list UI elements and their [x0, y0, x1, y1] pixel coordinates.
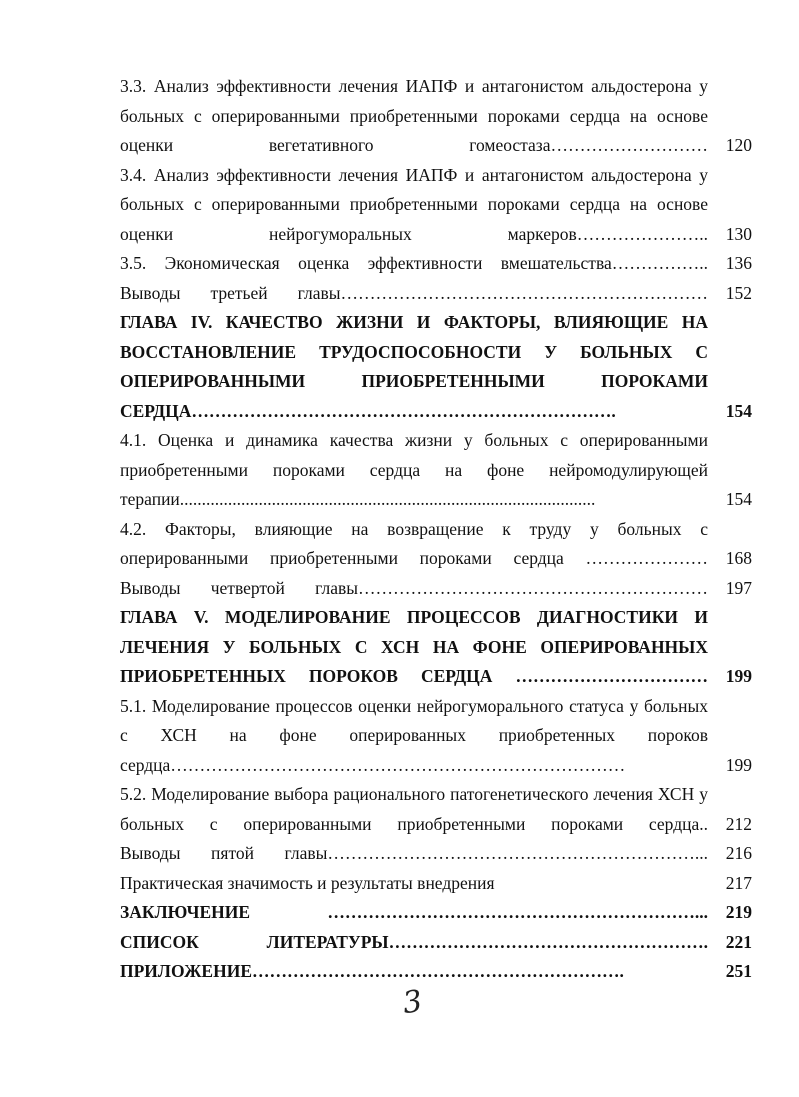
toc-entry-4-2 — [120, 515, 752, 574]
toc-entry-3-3 — [120, 72, 752, 161]
toc-entry-text: 4.1. Оценка и динамика качества жизни у больных с оперированными приобретенными пороками сердца на фоне нейромодулирующей терапии............................................................................................... — [120, 430, 708, 509]
toc-entry-conclusions-5 — [120, 839, 752, 869]
toc-entry-page: 251 — [725, 961, 752, 981]
toc-entry-text: ПРИЛОЖЕНИЕ………………………………………………………. — [120, 961, 624, 981]
toc-entry-4-1 — [120, 426, 752, 515]
toc-entry-text: 3.4. Анализ эффективности лечения ИАПФ и антагонистом альдостерона у больных с оперированными приобретенными пороками сердца на основе оценки нейрогуморальных маркеров………………….. — [120, 164, 708, 244]
toc-entry-conclusions-4 — [120, 574, 752, 604]
toc-entry-page: 217 — [725, 872, 752, 893]
toc-entry-text: 5.2. Моделирование выбора рационального патогенетического лечения ХСН у больных с оперированными приобретенными пороками сердца.. — [120, 784, 708, 834]
toc-entry-page: 197 — [725, 577, 752, 598]
toc-entry-text: Выводы третьей главы……………………………………………………… — [120, 282, 708, 303]
toc-entry-text: Практическая значимость и результаты внедрения — [120, 872, 495, 893]
toc-entry-page: 168 — [725, 548, 752, 568]
toc-entry-page: 154 — [725, 489, 752, 509]
toc-entry-practical-significance — [120, 869, 752, 899]
toc-chapter-title: ГЛАВА V. МОДЕЛИРОВАНИЕ ПРОЦЕССОВ ДИАГНОСТИКИ И ЛЕЧЕНИЯ У БОЛЬНЫХ С ХСН НА ФОНЕ ОПЕРИРОВАННЫХ ПРИОБРЕТЕННЫХ ПОРОКОВ СЕРДЦА …………………………… — [120, 607, 708, 686]
toc-entry-3-5 — [120, 249, 752, 279]
toc-entry-page: 152 — [725, 282, 752, 303]
toc-entry-page: 216 — [725, 843, 752, 863]
toc-entry-conclusions-3 — [120, 279, 752, 309]
toc-entry-page: 120 — [725, 135, 752, 155]
toc-chapter-4 — [120, 308, 752, 426]
handwritten-page-number: 3 — [400, 983, 425, 1022]
toc-entry-text: 4.2. Факторы, влияющие на возвращение к труду у больных с оперированными приобретенными пороками сердца ………………… — [120, 518, 708, 568]
toc-entry-text: ЗАКЛЮЧЕНИЕ ………………………………………………………... — [120, 902, 708, 922]
toc-entry-3-4 — [120, 161, 752, 250]
toc-entry-text: 3.5. Экономическая оценка эффективности вмешательства…………….. — [120, 253, 708, 273]
toc-entry-text: Выводы пятой главы………………………………………………………... — [120, 843, 708, 863]
toc-entry-page: 221 — [725, 931, 752, 952]
toc-entry-page: 212 — [725, 813, 752, 834]
toc-entry-references — [120, 928, 752, 958]
toc-entry-page: 219 — [725, 902, 752, 922]
toc-entry-appendix — [120, 957, 752, 987]
toc-entry-text: 5.1. Моделирование процессов оценки нейрогуморального статуса у больных с ХСН на фоне оперированных приобретенных пороков сердца…………………………………………………………………… — [120, 695, 708, 775]
toc-chapter-5 — [120, 603, 752, 692]
toc-entry-text: СПИСОК ЛИТЕРАТУРЫ………………………………………………. — [120, 931, 708, 952]
toc-entry-page: 199 — [725, 754, 752, 775]
toc-entry-page: 130 — [725, 223, 752, 244]
toc-entry-page: 136 — [725, 253, 752, 273]
toc-entry-text: 3.3. Анализ эффективности лечения ИАПФ и антагонистом альдостерона у больных с оперированными приобретенными пороками сердца на основе оценки вегетативного гомеостаза……………………… — [120, 76, 708, 155]
toc-entry-page: 199 — [725, 666, 752, 686]
toc-entry-text: Выводы четвертой главы…………………………………………………… — [120, 577, 708, 598]
toc-chapter-title: ГЛАВА IV. КАЧЕСТВО ЖИЗНИ И ФАКТОРЫ, ВЛИЯЮЩИЕ НА ВОССТАНОВЛЕНИЕ ТРУДОСПОСОБНОСТИ У БОЛЬНЫХ С ОПЕРИРОВАННЫМИ ПРИОБРЕТЕННЫМИ ПОРОКАМИ СЕРДЦА………………………………………………………………. — [120, 312, 708, 421]
toc-entry-5-2 — [120, 780, 752, 839]
toc-entry-5-1 — [120, 692, 752, 781]
table-of-contents — [120, 72, 752, 987]
toc-entry-conclusion — [120, 898, 752, 928]
toc-entry-page: 154 — [725, 400, 752, 421]
